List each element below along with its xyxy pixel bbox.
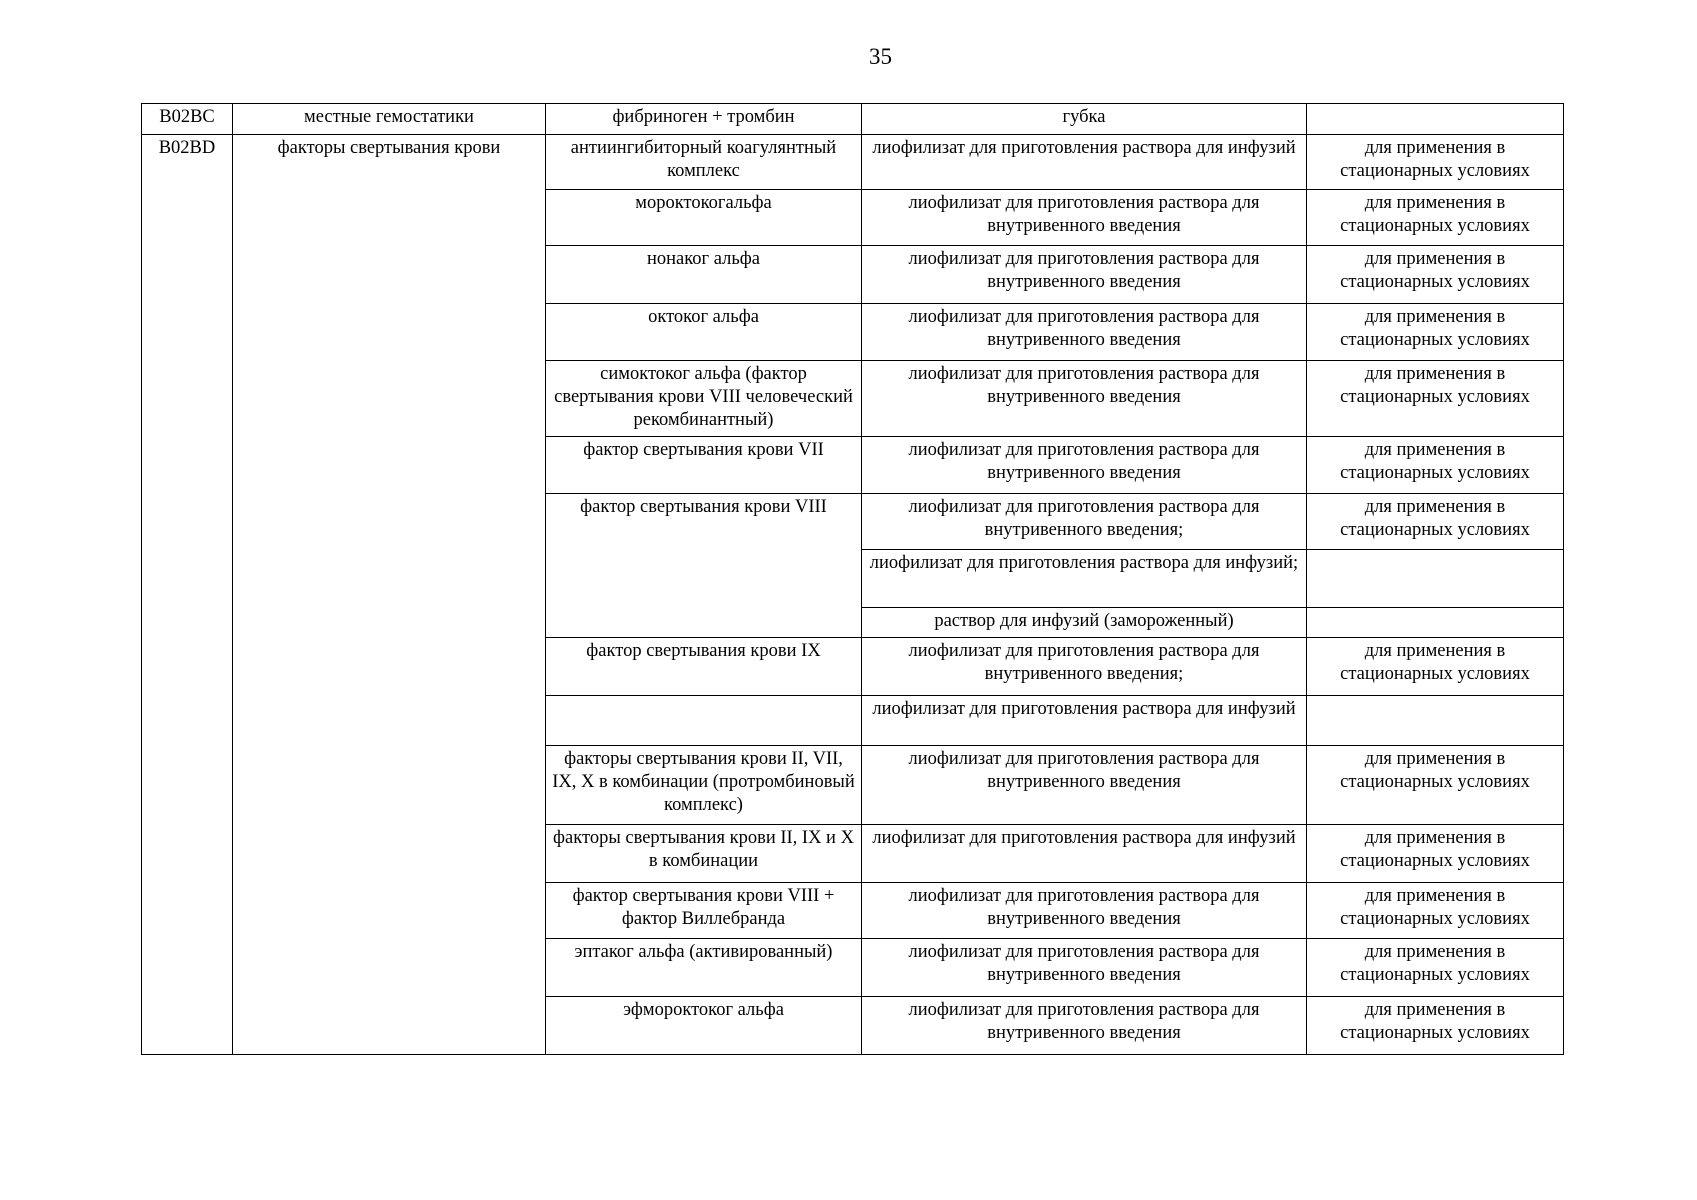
note-cell: для применения в стационарных условиях	[1307, 190, 1564, 246]
substance-cell: эптаког альфа (активированный)	[546, 939, 862, 997]
note-cell: для применения в стационарных условиях	[1307, 361, 1564, 437]
table-row	[142, 135, 1564, 190]
dosage-form-cell: лиофилизат для приготовления раствора для инфузий	[862, 696, 1307, 746]
substance-cell: факторы свертывания крови II, IX и X в комбинации	[546, 825, 862, 883]
page-number: 35	[869, 44, 892, 69]
dosage-form-cell: лиофилизат для приготовления раствора для внутривенного введения	[862, 437, 1307, 494]
note-cell	[1307, 550, 1564, 608]
dosage-form-cell: лиофилизат для приготовления раствора для инфузий	[862, 135, 1307, 190]
substance-cell: фактор свертывания крови VII	[546, 437, 862, 494]
dosage-form-cell: лиофилизат для приготовления раствора для внутривенного введения	[862, 883, 1307, 939]
note-cell: для применения в стационарных условиях	[1307, 825, 1564, 883]
note-cell: для применения в стационарных условиях	[1307, 246, 1564, 304]
dosage-form-cell: лиофилизат для приготовления раствора для внутривенного введения	[862, 746, 1307, 825]
substance-cell: нонаког альфа	[546, 246, 862, 304]
substance-cell: мороктокогальфа	[546, 190, 862, 246]
substance-cell: фактор свертывания крови IX	[546, 638, 862, 696]
atc-code-cell: B02BC	[142, 104, 233, 135]
dosage-form-cell: лиофилизат для приготовления раствора для внутривенного введения	[862, 939, 1307, 997]
dosage-form-cell: лиофилизат для приготовления раствора для внутривенного введения	[862, 304, 1307, 361]
medication-table	[141, 103, 1564, 1055]
substance-cell: симоктоког альфа (фактор свертывания крови VIII человеческий рекомбинантный)	[546, 361, 862, 437]
note-cell: для применения в стационарных условиях	[1307, 746, 1564, 825]
note-cell: для применения в стационарных условиях	[1307, 437, 1564, 494]
note-cell: для применения в стационарных условиях	[1307, 997, 1564, 1055]
dosage-form-cell: лиофилизат для приготовления раствора для инфузий	[862, 825, 1307, 883]
substance-cell: антиингибиторный коагулянтный комплекс	[546, 135, 862, 190]
dosage-form-cell: лиофилизат для приготовления раствора для внутривенного введения	[862, 361, 1307, 437]
substance-cell: эфмороктоког альфа	[546, 997, 862, 1055]
atc-code-cell: B02BD	[142, 135, 233, 1055]
note-cell: для применения в стационарных условиях	[1307, 939, 1564, 997]
note-cell: для применения в стационарных условиях	[1307, 304, 1564, 361]
dosage-form-cell: лиофилизат для приготовления раствора для инфузий;	[862, 550, 1307, 608]
dosage-form-cell: раствор для инфузий (замороженный)	[862, 608, 1307, 638]
substance-cell: фактор свертывания крови VIII	[546, 494, 862, 638]
note-cell	[1307, 608, 1564, 638]
note-cell	[1307, 104, 1564, 135]
dosage-form-cell: лиофилизат для приготовления раствора для внутривенного введения;	[862, 638, 1307, 696]
dosage-form-cell: лиофилизат для приготовления раствора для внутривенного введения	[862, 997, 1307, 1055]
dosage-form-cell: губка	[862, 104, 1307, 135]
note-cell: для применения в стационарных условиях	[1307, 883, 1564, 939]
substance-cell: факторы свертывания крови II, VII, IX, X в комбинации (протромбиновый комплекс)	[546, 746, 862, 825]
dosage-form-cell: лиофилизат для приготовления раствора для внутривенного введения	[862, 246, 1307, 304]
dosage-form-cell: лиофилизат для приготовления раствора для внутривенного введения	[862, 190, 1307, 246]
note-cell: для применения в стационарных условиях	[1307, 135, 1564, 190]
substance-cell	[546, 696, 862, 746]
note-cell	[1307, 696, 1564, 746]
substance-cell: октоког альфа	[546, 304, 862, 361]
substance-cell: фибриноген + тромбин	[546, 104, 862, 135]
note-cell: для применения в стационарных условиях	[1307, 638, 1564, 696]
group-cell: местные гемостатики	[233, 104, 546, 135]
substance-cell: фактор свертывания крови VIII + фактор Виллебранда	[546, 883, 862, 939]
dosage-form-cell: лиофилизат для приготовления раствора для внутривенного введения;	[862, 494, 1307, 550]
group-cell: факторы свертывания крови	[233, 135, 546, 1055]
note-cell: для применения в стационарных условиях	[1307, 494, 1564, 550]
table-row	[142, 104, 1564, 135]
